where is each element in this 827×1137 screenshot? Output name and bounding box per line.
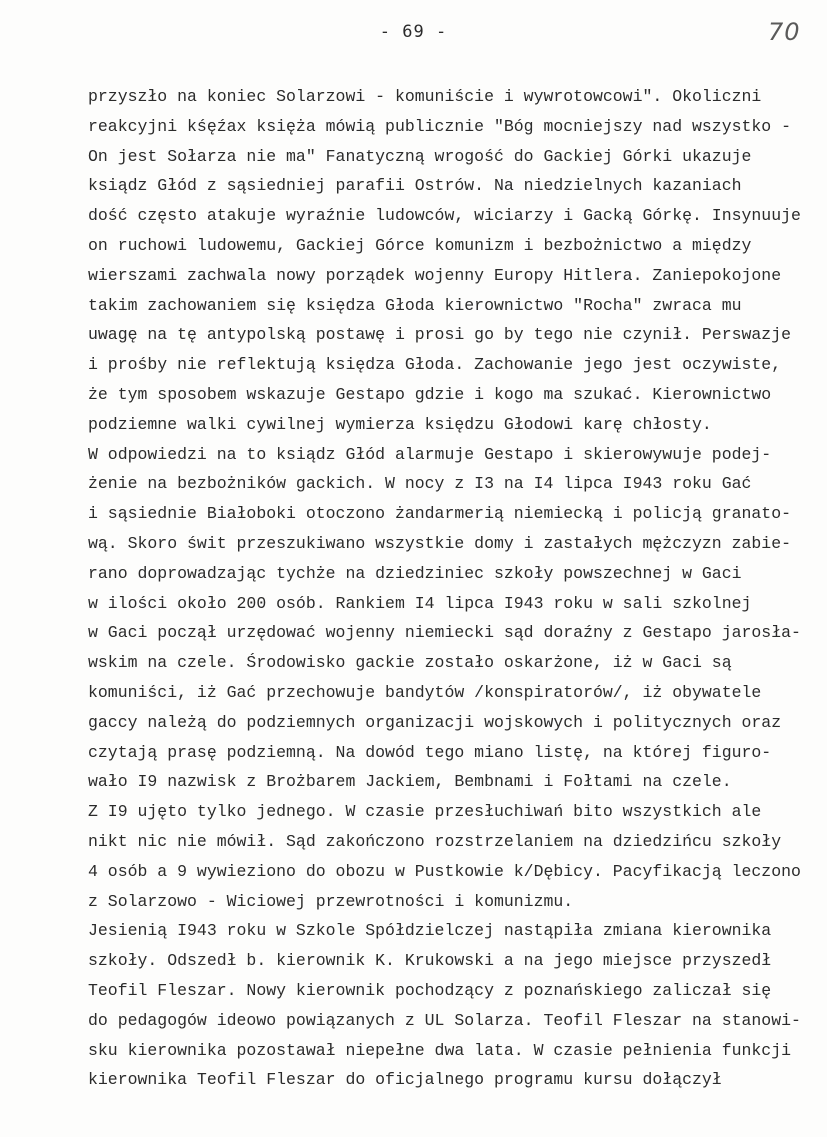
page-number: - 69 - — [379, 22, 448, 42]
text-line: reakcyjni kśęźax księża mówią publicznie "Bóg mocniejszy nad wszystko - — [88, 116, 792, 136]
text-line: i prośby nie reflektują księdza Głoda. Zachowanie jego jest oczywiste, — [88, 355, 782, 375]
text-line: wierszami zachwala nowy porządek wojenny Europy Hitlera. Zaniepokojone — [88, 265, 782, 285]
text-line: szkoły. Odszedł b. kierownik K. Krukowski a na jego miejsce przyszedł — [88, 951, 772, 971]
text-line: przyszło na koniec Solarzowi - komuniście i wywrotowcowi". Okoliczni — [88, 87, 762, 106]
text-line: takim zachowaniem się księdza Głoda kierownictwo "Rocha" zwraca mu — [88, 295, 742, 315]
text-line: 4 osób a 9 wywieziono do obozu w Pustkowie k/Dębicy. Pacyfikacją leczono — [88, 861, 801, 881]
text-line: podziemne walki cywilnej wymierza księdzu Głodowi karę chłosty. — [88, 414, 712, 434]
text-line: żenie na bezbożników gackich. W nocy z I3 na I4 lipca I943 roku Gać — [88, 474, 752, 494]
text-line: Z I9 ujęto tylko jednego. W czasie przesłuchiwań bito wszystkich ale — [88, 802, 762, 822]
text-line: on ruchowi ludowemu, Gackiej Górce komunizm i bezbożnictwo a między — [88, 236, 752, 255]
text-line: W odpowiedzi na to ksiądz Głód alarmuje Gestapo i skierowywuje podej- — [88, 444, 772, 464]
text-line: rano doprowadzając tychże na dziedziniec szkoły powszechnej w Gaci — [88, 563, 742, 583]
text-line: On jest Sołarza nie ma" Fanatyczną wrogość do Gackiej Górki ukazuje — [88, 146, 752, 166]
text-line: gaccy należą do podziemnych organizacji wojskowych i politycznych oraz — [88, 712, 782, 732]
text-line: nikt nic nie mówił. Sąd zakończono rozstrzelaniem na dziedzińcu szkoły — [88, 832, 782, 851]
text-line: w Gaci począł urzędować wojenny niemiecki sąd doraźny z Gestapo jarosła- — [88, 623, 801, 643]
text-line: że tym sposobem wskazuje Gestapo gdzie i kogo ma szukać. Kierownictwo — [88, 385, 772, 404]
text-line: i sąsiednie Białoboki otoczono żandarmerią niemiecką i policją granato- — [88, 504, 792, 524]
text-line: kierownika Teofil Fleszar do oficjalnego programu kursu dołączył — [88, 1070, 722, 1090]
handwritten-page-number: 70 — [768, 18, 801, 46]
text-line: komuniści, iż Gać przechowuje bandytów /konspiratorów/, iż obywatele — [88, 683, 762, 702]
text-line: dość często atakuje wyraźnie ludowców, wiciarzy i Gacką Górkę. Insynuuje — [88, 206, 801, 226]
text-line: ksiądz Głód z sąsiedniej parafii Ostrów. Na niedzielnych kazaniach — [88, 176, 742, 196]
text-line: wą. Skoro świt przeszukiwano wszystkie domy i zastałych mężczyzn zabie- — [88, 534, 792, 553]
text-line: uwagę na tę antypolską postawę i prosi go by tego nie czynił. Perswazje — [88, 325, 792, 345]
text-line: do pedagogów ideowo powiązanych z UL Solarza. Teofil Fleszar na stanowi- — [88, 1010, 801, 1030]
text-line: sku kierownika pozostawał niepełne dwa lata. W czasie pełnienia funkcji — [88, 1040, 792, 1060]
text-line: w ilości około 200 osób. Rankiem I4 lipca I943 roku w sali szkolnej — [88, 593, 752, 613]
text-line: Teofil Fleszar. Nowy kierownik pochodzący z poznańskiego zaliczał się — [88, 981, 772, 1000]
text-line: wskim na czele. Środowisko gackie zostało oskarżone, iż w Gaci są — [88, 653, 732, 673]
text-line: czytają prasę podziemną. Na dowód tego miano listę, na której figuro- — [88, 742, 772, 762]
text-line: wało I9 nazwisk z Brożbarem Jackiem, Bembnami i Fołtami na czele. — [88, 772, 732, 792]
text-line: Jesienią I943 roku w Szkole Spółdzielczej nastąpiła zmiana kierownika — [88, 921, 772, 941]
text-line: z Solarzowo - Wiciowej przewrotności i komunizmu. — [88, 891, 574, 911]
